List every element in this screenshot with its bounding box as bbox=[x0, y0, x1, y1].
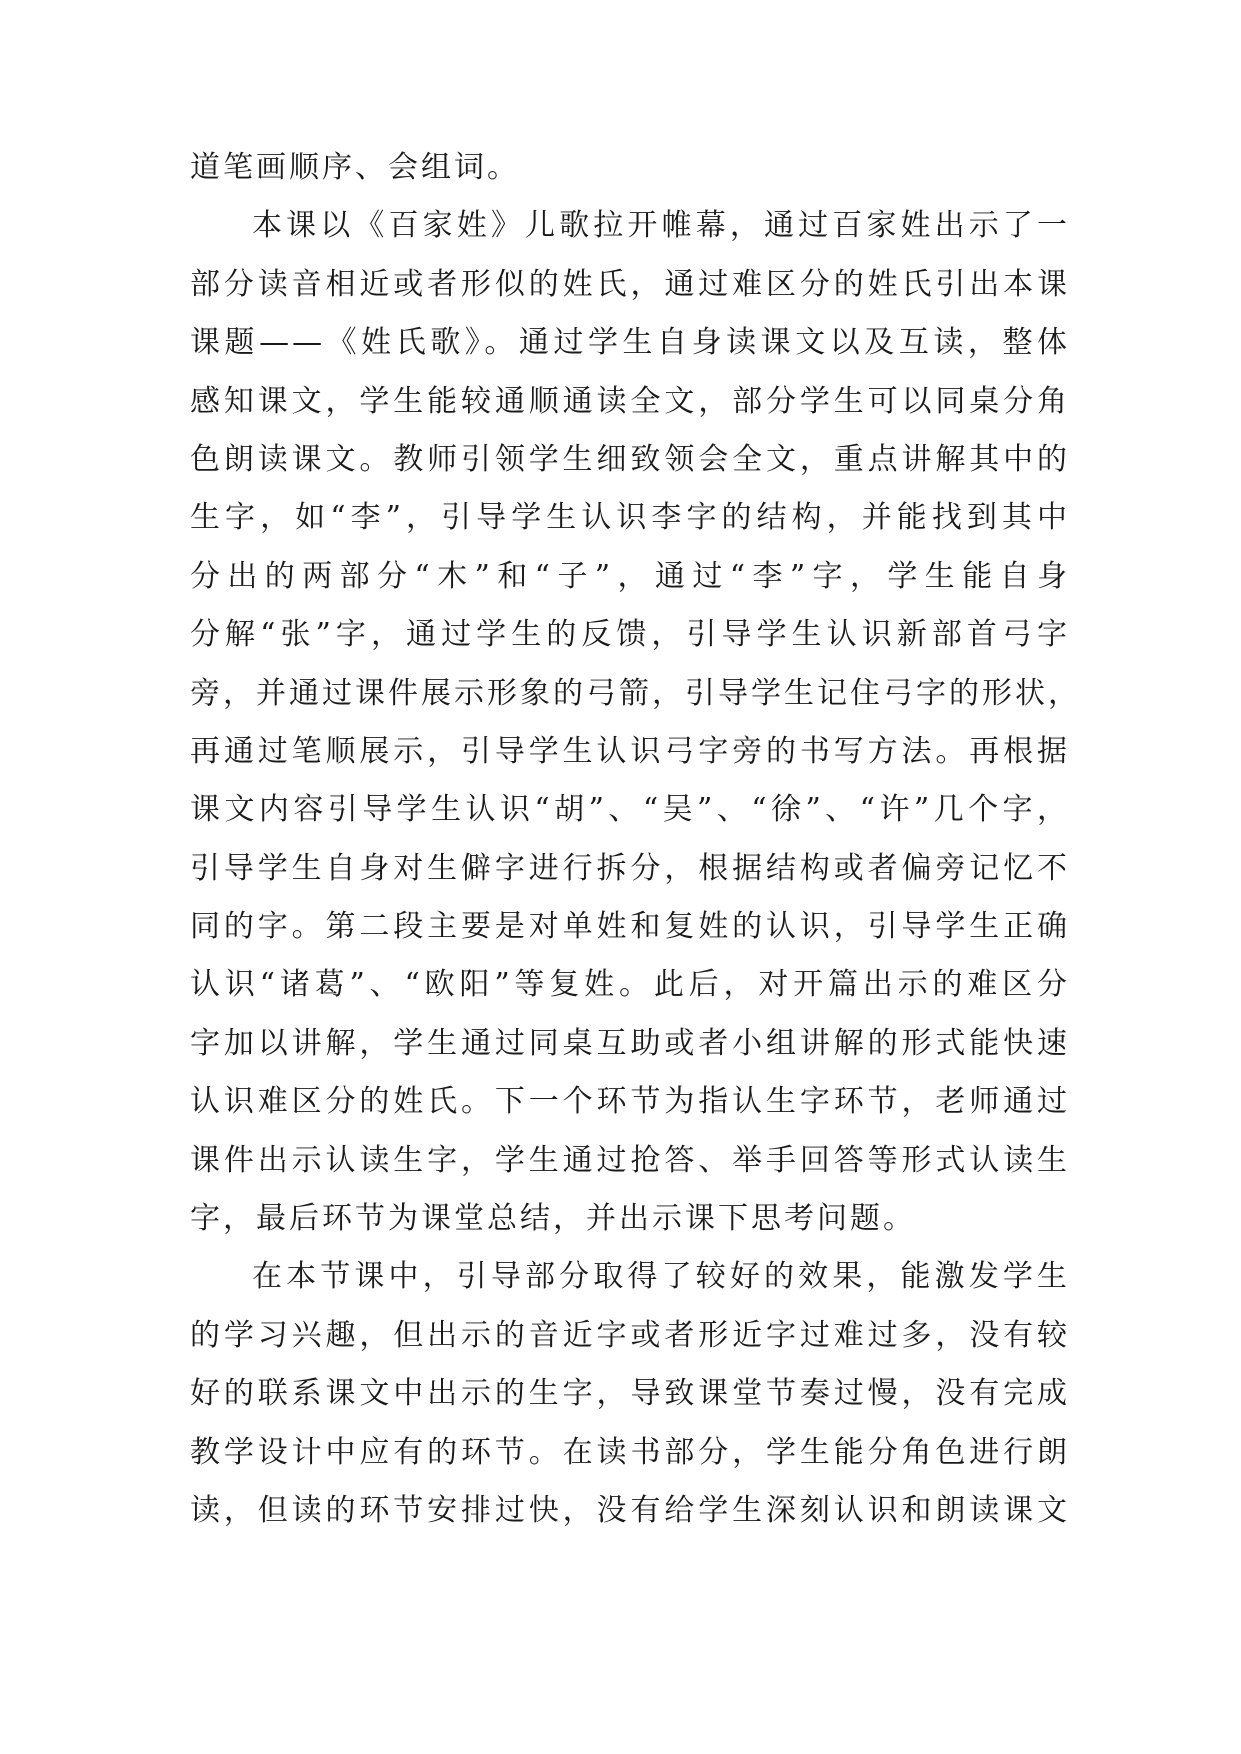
text-line: 课题——《姓氏歌》。通过学生自身读课文以及互读，整体 bbox=[190, 325, 1070, 361]
text-line: 分出的两部分“木”和“子”，通过“李”字，学生能自身 bbox=[190, 558, 1070, 594]
text-line: 同的字。第二段主要是对单姓和复姓的认识，引导学生正确 bbox=[190, 909, 1070, 945]
text-line: 色朗读课文。教师引领学生细致领会全文，重点讲解其中的 bbox=[190, 441, 1070, 477]
text-line: 字加以讲解，学生通过同桌互助或者小组讲解的形式能快速 bbox=[190, 1025, 1070, 1061]
text-line: 道笔画顺序、会组词。 bbox=[190, 150, 520, 185]
text-line: 在本节课中，引导部分取得了较好的效果，能激发学生 bbox=[252, 1259, 1070, 1295]
text-line: 分解“张”字，通过学生的反馈，引导学生认识新部首弓字 bbox=[190, 617, 1070, 653]
text-line: 好的联系课文中出示的生字，导致课堂节奏过慢，没有完成 bbox=[190, 1376, 1070, 1412]
text-line: 的学习兴趣，但出示的音近字或者形近字过难过多，没有较 bbox=[190, 1317, 1070, 1353]
text-line: 本课以《百家姓》儿歌拉开帷幕，通过百家姓出示了一 bbox=[252, 208, 1070, 244]
text-line: 引导学生自身对生僻字进行拆分，根据结构或者偏旁记忆不 bbox=[190, 850, 1070, 886]
text-line: 部分读音相近或者形似的姓氏，通过难区分的姓氏引出本课 bbox=[190, 266, 1070, 302]
text-line: 字，最后环节为课堂总结，并出示课下思考问题。 bbox=[190, 1201, 916, 1237]
text-line: 生字，如“李”，引导学生认识李字的结构，并能找到其中 bbox=[190, 500, 1070, 536]
text-line: 教学设计中应有的环节。在读书部分，学生能分角色进行朗 bbox=[190, 1434, 1070, 1470]
text-line: 课文内容引导学生认识“胡”、“吴”、“徐”、“许”几个字， bbox=[190, 792, 1070, 828]
text-line: 课件出示认读生字，学生通过抢答、举手回答等形式认读生 bbox=[190, 1142, 1070, 1178]
text-line: 读，但读的环节安排过快，没有给学生深刻认识和朗读课文 bbox=[190, 1492, 1070, 1528]
body-text bbox=[190, 150, 1081, 1551]
text-line: 认识“诸葛”、“欧阳”等复姓。此后，对开篇出示的难区分 bbox=[190, 967, 1070, 1003]
text-line: 旁，并通过课件展示形象的弓箭，引导学生记住弓字的形状， bbox=[190, 675, 1081, 711]
text-line: 感知课文，学生能较通顺通读全文，部分学生可以同桌分角 bbox=[190, 383, 1070, 419]
text-line: 认识难区分的姓氏。下一个环节为指认生字环节，老师通过 bbox=[190, 1084, 1070, 1120]
text-line: 再通过笔顺展示，引导学生认识弓字旁的书写方法。再根据 bbox=[190, 733, 1070, 769]
